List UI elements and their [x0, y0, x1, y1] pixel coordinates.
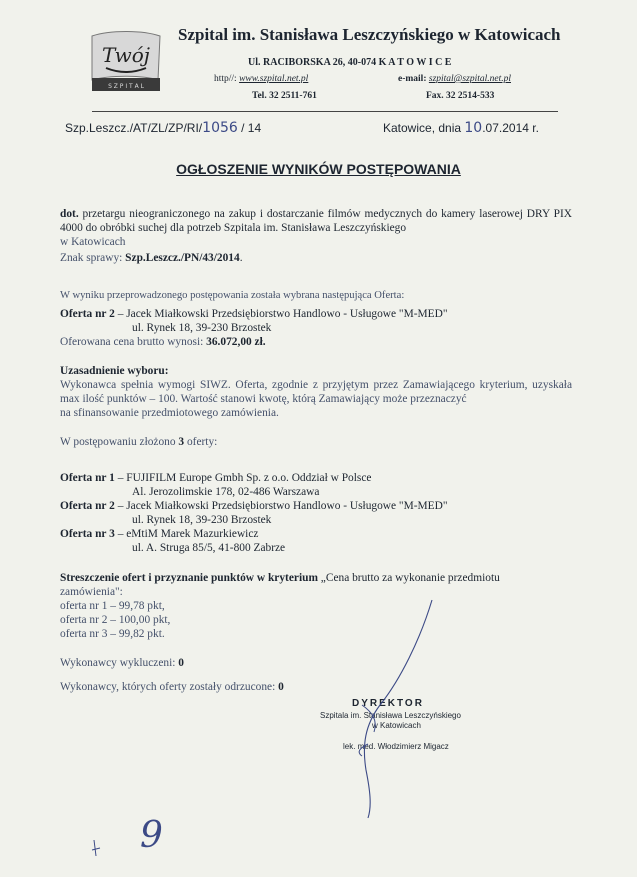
case-number: Szp.Leszcz./PN/43/2014 [125, 252, 240, 264]
logo-caption: S Z P I T A L [108, 83, 144, 90]
date-prefix: Katowice, dnia [383, 121, 465, 135]
excluded-value: 0 [178, 657, 184, 669]
price-label: Oferowana cena brutto wynosi: [60, 336, 207, 348]
offers-count-end: oferty: [184, 436, 218, 448]
intro-text: przetargu nieograniczonego na zakup i dostarczanie filmów medycznych do kamery laserowej DRY PIX 4000 do obróbki suchej dla potrzeb Szpitala im. Stanisława Leszczyńskiego [60, 208, 572, 234]
stamp-line-3: lek. med. Włodzimierz Migacz [343, 742, 449, 751]
case-end: . [239, 252, 243, 264]
offer-2-label: Oferta nr 2 [60, 500, 115, 512]
hospital-name: Szpital im. Stanisława Leszczyńskiego w Katowicach [178, 25, 561, 44]
offer-2-name: – Jacek Miałkowski Przedsiębiorstwo Handlowo - Usługowe "M-MED" [114, 500, 448, 512]
offer-3-name: – eMtiM Marek Mazurkiewicz [114, 528, 259, 540]
hospital-address: Ul. RACIBORSKA 26, 40-074 K A T O W I C E [248, 57, 452, 68]
selected-offer-label: Oferta nr 2 [60, 308, 115, 320]
rejected-label: Wykonawcy, których oferty zostały odrzucone: [60, 681, 279, 693]
page-title: OGŁOSZENIE WYNIKÓW POSTĘPOWANIA [176, 161, 461, 177]
offer-1-label: Oferta nr 1 [60, 472, 115, 484]
website-label: http//: [214, 74, 237, 84]
offers-count-text: W postępowaniu złożono [60, 436, 179, 448]
handwritten-reference: 1056 [202, 120, 238, 136]
price-value: 36.072,00 zł. [206, 336, 266, 348]
selection-intro: W wyniku przeprowadzonego postępowania została wybrana następująca Oferta: [60, 290, 405, 301]
offer-3-address: ul. A. Struga 85/5, 41-800 Zabrze [132, 542, 286, 554]
justification-body: Wykonawca spełnia wymogi SIWZ. Oferta, zgodnie z przyjętym przez Zamawiającego kryterium, uzyskała max ilość punktów – 100. Wartość stanowi kwotę, którą Zamawiający może przeznaczyć [60, 379, 572, 405]
email-label: e-mail: [398, 74, 427, 84]
footer-handwritten-number: 9 [140, 815, 163, 856]
offer-3-label: Oferta nr 3 [60, 528, 115, 540]
stamp-line-1: Szpitala im. Stanisława Leszczyńskiego [320, 711, 461, 720]
reference-suffix: / 14 [237, 121, 262, 135]
stamp-line-2: w Katowicach [372, 721, 421, 730]
offers-count-number: 3 [178, 436, 185, 448]
logo-text: Twój [102, 43, 150, 67]
reference-prefix: Szp.Leszcz./AT/ZL/ZP/RI/ [65, 121, 203, 135]
summary-bold: Streszczenie ofert i przyznanie punktów w kryterium [60, 572, 318, 584]
dot-label: dot. [60, 208, 79, 220]
telephone: Tel. 32 2511-761 [252, 91, 317, 101]
offer-2-address: ul. Rynek 18, 39-230 Brzostek [132, 514, 272, 526]
stamp-title: DYREKTOR [352, 698, 424, 709]
score-3: oferta nr 3 – 99,82 pkt. [60, 628, 165, 640]
selected-offer-company: – Jacek Miałkowski Przedsiębiorstwo Handlowo - Usługowe "M-MED" [114, 308, 448, 320]
email-link[interactable]: szpital@szpital.net.pl [428, 74, 511, 84]
offer-1-address: Al. Jerozolimskie 178, 02-486 Warszawa [132, 486, 320, 498]
fax: Fax. 32 2514-533 [426, 91, 495, 101]
justification-body-last: na sfinansowanie przedmiotowego zamówienia. [60, 407, 279, 419]
handwritten-day: 10 [464, 120, 483, 136]
summary-text-last: zamówienia": [60, 586, 123, 598]
score-2: oferta nr 2 – 100,00 pkt, [60, 614, 171, 626]
date-suffix: .07.2014 r. [482, 121, 539, 135]
excluded-label: Wykonawcy wykluczeni: [60, 657, 179, 669]
website-link[interactable]: www.szpital.net.pl [239, 74, 309, 84]
summary-text: „Cena brutto za wykonanie przedmiotu [317, 572, 500, 584]
justification-heading-text: Uzasadnienie wyboru: [60, 365, 169, 377]
rejected-value: 0 [278, 681, 284, 693]
selected-offer-address: ul. Rynek 18, 39-230 Brzostek [132, 322, 272, 334]
intro-text-last: w Katowicach [60, 236, 126, 248]
offer-1-name: – FUJIFILM Europe Gmbh Sp. z o.o. Oddział w Polsce [114, 472, 372, 484]
case-label: Znak sprawy: [60, 252, 126, 264]
score-1: oferta nr 1 – 99,78 pkt, [60, 600, 165, 612]
